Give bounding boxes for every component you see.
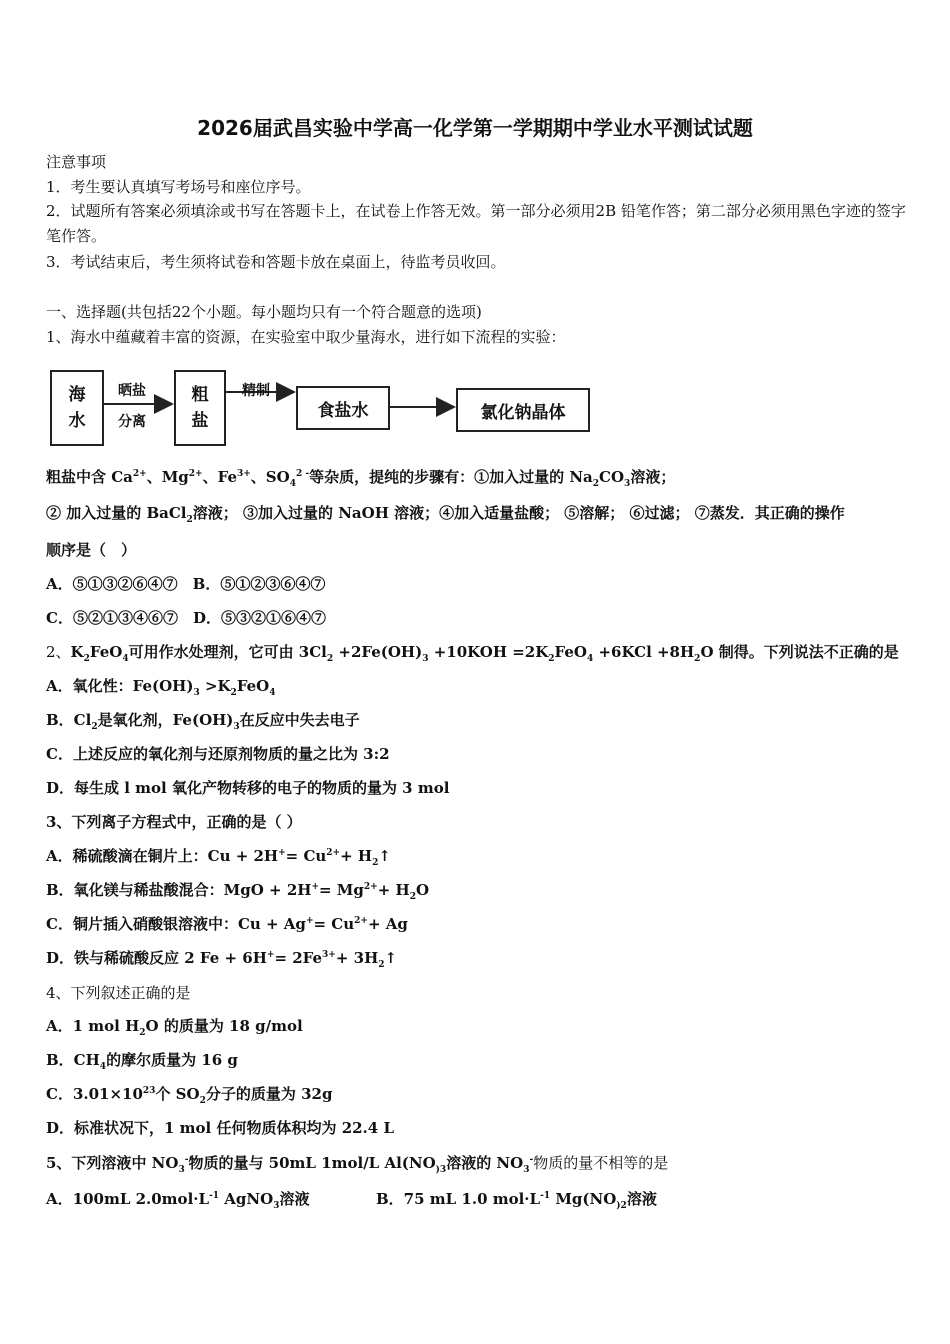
q2-option-a[interactable]: A．氧化性：$Fe(OH)_3 >K_2FeO_4$ — [46, 677, 276, 698]
flow-box-crude-salt: 粗盐 — [174, 370, 226, 446]
q2-stem: 2、$K_2FeO_4$可用作水处理剂，它可由 $3Cl_2 +2Fe(OH)_3 +10KOH =2K_2FeO_4 +6KCl +8H_2O$ 制得。下列说法不正确的是 — [46, 643, 899, 664]
notice-item-1: 1．考生要认真填写考场号和座位序号。 — [46, 178, 311, 196]
q4-option-a[interactable]: A．1 mol $H_2O$ 的质量为 18 g/mol — [46, 1017, 303, 1038]
flow-step-separate: 分离 — [118, 414, 146, 430]
q1-stem: 1、海水中蕴藏着丰富的资源，在实验室中取少量海水，进行如下流程的实验： — [46, 328, 566, 346]
flow-step-evaporate: 晒盐 — [118, 383, 146, 399]
q1-line-1: 粗盐中含 $Ca^{2+}$、$Mg^{2+}$、$Fe^{3+}$、$SO_4^{2 -}$等杂质，提纯的步骤有：①加入过量的 $Na_2CO_3$溶液； — [46, 468, 676, 489]
q5-option-a[interactable]: A．100mL $2.0mol\cdot L^{-1}$ AgNO$_3$溶液 — [46, 1190, 310, 1211]
q4-stem: 4、下列叙述正确的是 — [46, 984, 191, 1002]
q1-option-c[interactable]: C．⑤②①③④⑥⑦ — [46, 609, 178, 627]
flow-box-brine: 食盐水 — [296, 386, 390, 430]
q3-option-c[interactable]: C．铜片插入硝酸银溶液中：$Cu + Ag^+= Cu^{2+}+ Ag$ — [46, 915, 408, 933]
q1-options-cd — [46, 608, 326, 628]
q5-stem: 5、下列溶液中 $NO_3^-$物质的量与 50mL 1mol/L $Al(NO_{)3}$溶液的 $NO_3^-$物质的量不相等的是 — [46, 1154, 669, 1175]
q1-options-ab — [46, 574, 325, 594]
q4-option-c[interactable]: C．$3.01\times 10^{23}$个 $SO_2$分子的质量为 32g — [46, 1085, 333, 1106]
q2-option-d[interactable]: D．每生成 l mol 氧化产物转移的电子的物质的量为 3 mol — [46, 779, 450, 797]
notice-heading: 注意事项 — [46, 153, 107, 171]
q2-option-b[interactable]: B．$Cl_2$是氧化剂，$Fe(OH)_3$在反应中失去电子 — [46, 711, 360, 732]
flow-step-refine: 精制 — [242, 383, 270, 399]
q3-option-a[interactable]: A．稀硫酸滴在铜片上：$Cu + 2H^+= Cu^{2+}+$ $H_2↑$ — [46, 847, 391, 868]
q1-option-a[interactable]: A．⑤①③②⑥④⑦ — [46, 575, 178, 593]
q4-option-d[interactable]: D．标准状况下，1 mol 任何物质体积均为 22.4 L — [46, 1119, 394, 1137]
q3-option-d[interactable]: D．铁与稀硫酸反应 2 $Fe + 6H^+= 2Fe^{3+}+$ $3H_2↑$ — [46, 949, 398, 970]
flow-box-nacl-crystal: 氯化钠晶体 — [456, 388, 590, 432]
notice-item-2: 2．试题所有答案必须填涂或书写在答题卡上，在试卷上作答无效。第一部分必须用2B 铅笔作答；第二部分必须用黑色字迹的签字笔作答。 — [46, 202, 906, 245]
q1-line-2: ② 加入过量的 BaCl$_2$溶液； ③加入过量的 NaOH 溶液；④加入适量盐酸； ⑤溶解； ⑥过滤； ⑦蒸发．其正确的操作 — [46, 504, 845, 525]
flow-box-seawater: 海水 — [50, 370, 104, 446]
q1-flow-diagram — [48, 366, 596, 448]
q1-line-3: 顺序是（ ） — [46, 541, 137, 559]
q3-stem: 3、下列离子方程式中，正确的是（ ） — [46, 813, 302, 831]
q5-options — [46, 1189, 906, 1209]
q4-option-b[interactable]: B．$CH_4$的摩尔质量为 16 g — [46, 1051, 238, 1072]
page-title: 2026届武昌实验中学高一化学第一学期期中学业水平测试试题 — [197, 116, 753, 140]
q2-option-c[interactable]: C．上述反应的氧化剂与还原剂物质的量之比为 3:2 — [46, 745, 390, 763]
q1-option-d[interactable]: D．⑤③②①⑥④⑦ — [192, 609, 326, 627]
notice-item-3: 3．考试结束后，考生须将试卷和答题卡放在桌面上，待监考员收回。 — [46, 253, 506, 271]
q3-option-b[interactable]: B．氧化镁与稀盐酸混合：MgO + $2H^+= Mg^{2+}+ H_2O$ — [46, 881, 430, 902]
q5-option-b[interactable]: B．75 mL 1.0 $mol\cdot L^{-1}$ $Mg(NO_{)2}$溶液 — [376, 1190, 657, 1211]
section-heading: 一、选择题(共包括22个小题。每小题均只有一个符合题意的选项) — [46, 303, 482, 321]
q1-option-b[interactable]: B．⑤①②③⑥④⑦ — [192, 575, 326, 593]
